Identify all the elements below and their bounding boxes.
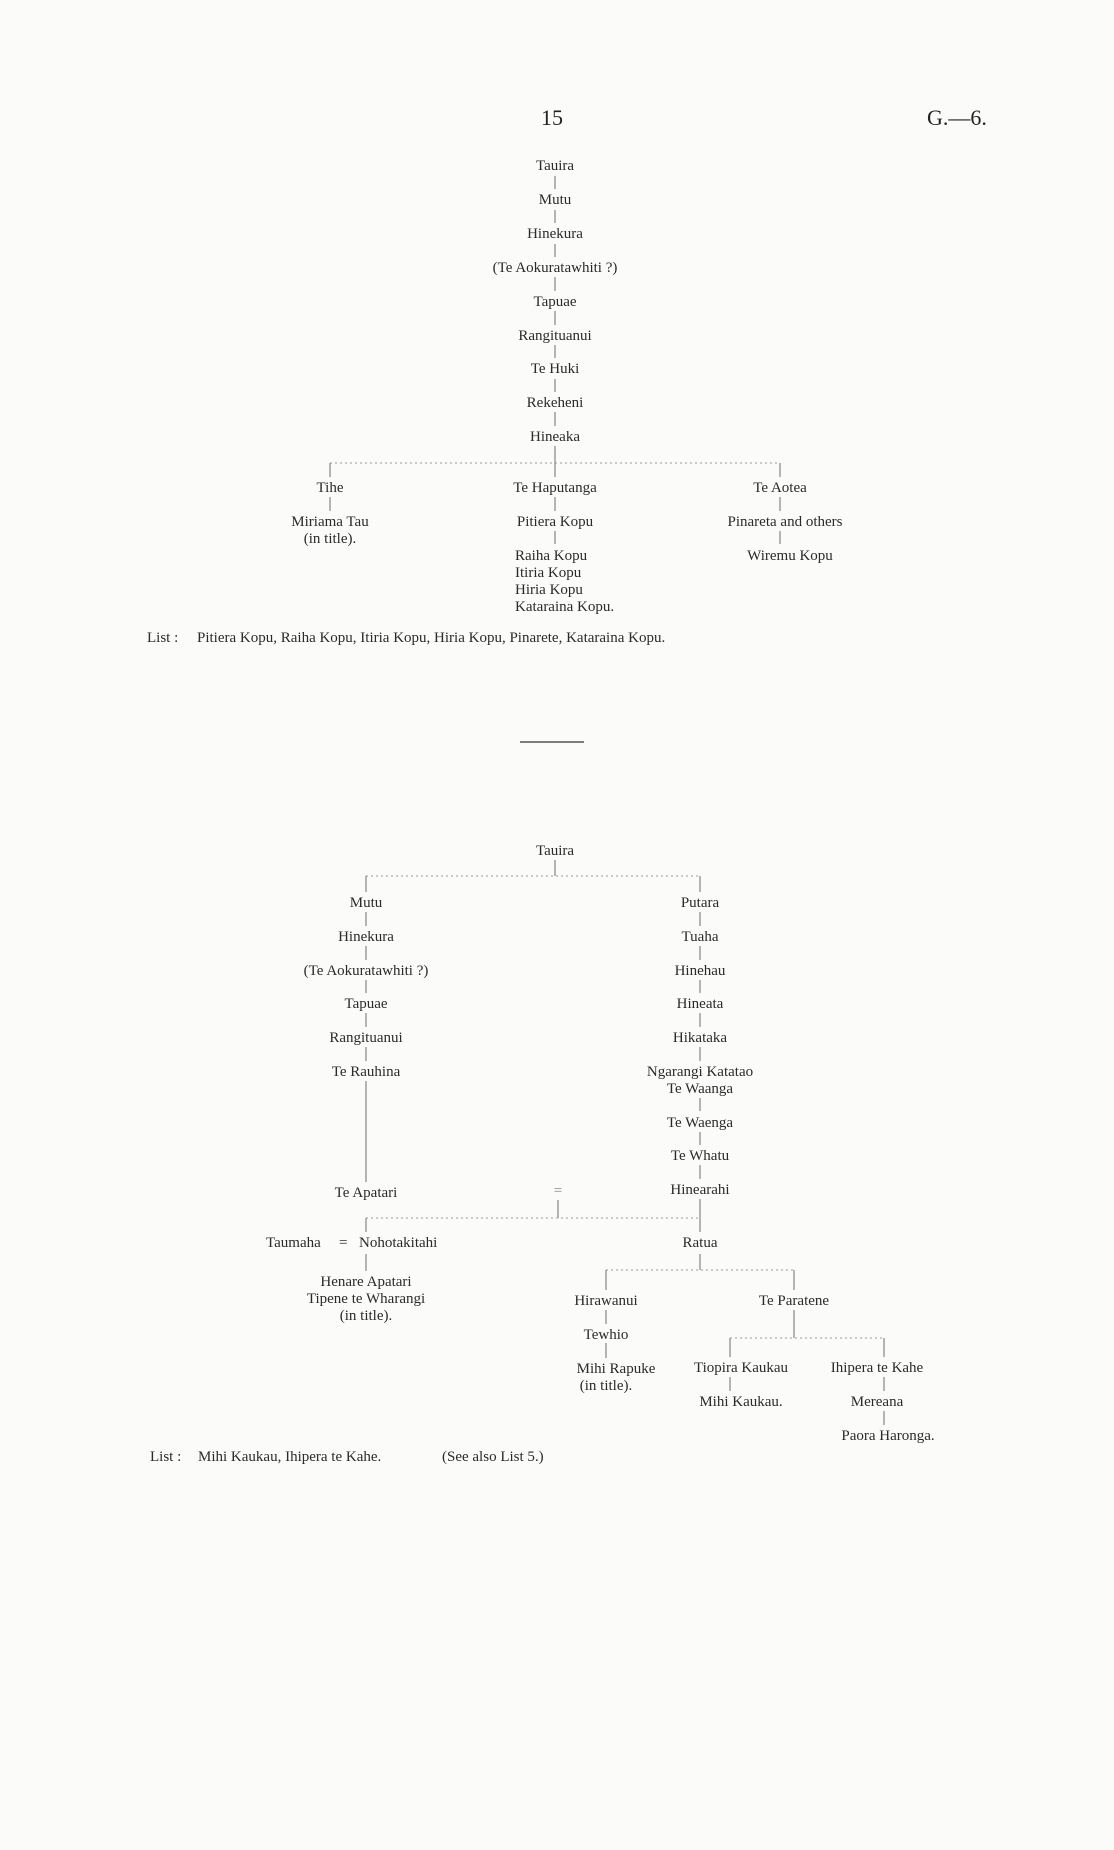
tree1-wiremu-kopu: Wiremu Kopu — [747, 548, 833, 564]
tree2-tapuae: Tapuae — [344, 996, 388, 1012]
tree1-hineaka: Hineaka — [530, 429, 580, 445]
tree2-nohotakitahi: Nohotakitahi — [359, 1235, 438, 1251]
tree2-marriage-sign: = — [553, 1183, 563, 1199]
tree1-miriama-tau: Miriama Tau — [291, 514, 369, 530]
tree2-tauira: Tauira — [535, 843, 575, 859]
tree2-te-whatu: Te Whatu — [670, 1148, 730, 1164]
tree1-raiha-kopu: Raiha Kopu — [515, 548, 588, 564]
tree2-mihi-kaukau: Mihi Kaukau. — [699, 1394, 783, 1410]
tree1-tihe: Tihe — [316, 480, 344, 496]
tree1-tapuae: Tapuae — [533, 294, 577, 310]
tree2-ihipera-te-kahe: Ihipera te Kahe — [830, 1360, 924, 1376]
tree2-hinearahi: Hinearahi — [670, 1182, 730, 1198]
tree2-hinekura: Hinekura — [338, 929, 394, 945]
tree1-kataraina-kopu: Kataraina Kopu. — [515, 599, 615, 615]
tree2-tipene-te-wharangi: Tipene te Wharangi — [306, 1291, 426, 1307]
tree2-list-note: (See also List 5.) — [442, 1449, 544, 1465]
tree1-te-aotea: Te Aotea — [753, 480, 807, 496]
tree2-list-label: List : — [150, 1449, 182, 1465]
tree1-te-aokuratawhiti: (Te Aokuratawhiti ?) — [492, 260, 618, 276]
tree2-henare-apatari: Henare Apatari — [320, 1274, 412, 1290]
tree2-te-waanga: Te Waanga — [666, 1081, 734, 1097]
tree1-mutu: Mutu — [538, 192, 572, 208]
tree2-hirawanui: Hirawanui — [574, 1293, 638, 1309]
tree2-te-paratene: Te Paratene — [758, 1293, 830, 1309]
tree2-ngarangi-katatao: Ngarangi Katatao — [646, 1064, 754, 1080]
tree2-list-text: Mihi Kaukau, Ihipera te Kahe. — [198, 1449, 382, 1465]
tree2-tewhio: Tewhio — [583, 1327, 629, 1343]
tree2-rangituanui: Rangituanui — [329, 1030, 403, 1046]
tree2-mutu: Mutu — [349, 895, 383, 911]
tree1-rekeheni: Rekeheni — [526, 395, 584, 411]
tree2-mihi-rapuke-note: (in title). — [579, 1378, 633, 1394]
tree2-te-apatari: Te Apatari — [334, 1185, 398, 1201]
tree2-mereana: Mereana — [850, 1394, 904, 1410]
tree2-taumaha-marriage-sign: = — [339, 1235, 348, 1251]
tree2-ratua: Ratua — [682, 1235, 718, 1251]
tree1-hiria-kopu: Hiria Kopu — [515, 582, 583, 598]
tree2-hikataka: Hikataka — [672, 1030, 728, 1046]
tree2-paora-haronga: Paora Haronga. — [841, 1428, 935, 1444]
tree1-itiria-kopu: Itiria Kopu — [515, 565, 582, 581]
tree2-hinehau: Hinehau — [674, 963, 726, 979]
document-reference: G.—6. — [927, 105, 987, 130]
page-number: 15 — [541, 105, 563, 130]
tree1-list-text: Pitiera Kopu, Raiha Kopu, Itiria Kopu, Hiria Kopu, Pinarete, Kataraina Kopu. — [197, 630, 666, 646]
tree2-te-waenga: Te Waenga — [666, 1115, 734, 1131]
tree1-miriama-tau-note: (in title). — [303, 531, 357, 547]
tree1-hinekura: Hinekura — [527, 226, 583, 242]
tree2-hineata: Hineata — [676, 996, 724, 1012]
tree1-te-huki: Te Huki — [530, 361, 580, 377]
tree2-left-in-title-note: (in title). — [339, 1308, 393, 1324]
tree1-te-haputanga: Te Haputanga — [513, 480, 597, 496]
tree2-mihi-rapuke: Mihi Rapuke — [576, 1361, 656, 1377]
tree2-taumaha: Taumaha — [266, 1235, 321, 1251]
tree2-putara: Putara — [680, 895, 720, 911]
tree2-te-rauhina: Te Rauhina — [331, 1064, 401, 1080]
tree2-tuaha: Tuaha — [681, 929, 719, 945]
tree2-tiopira-kaukau: Tiopira Kaukau — [693, 1360, 789, 1376]
tree1-rangituanui: Rangituanui — [518, 328, 592, 344]
tree1-pinareta-and-others: Pinareta and others — [727, 514, 843, 530]
tree2-te-aokuratawhiti: (Te Aokuratawhiti ?) — [303, 963, 429, 979]
tree1-pitiera-kopu: Pitiera Kopu — [516, 514, 594, 530]
tree1-list-label: List : — [147, 630, 179, 646]
tree1-tauira: Tauira — [535, 158, 575, 174]
